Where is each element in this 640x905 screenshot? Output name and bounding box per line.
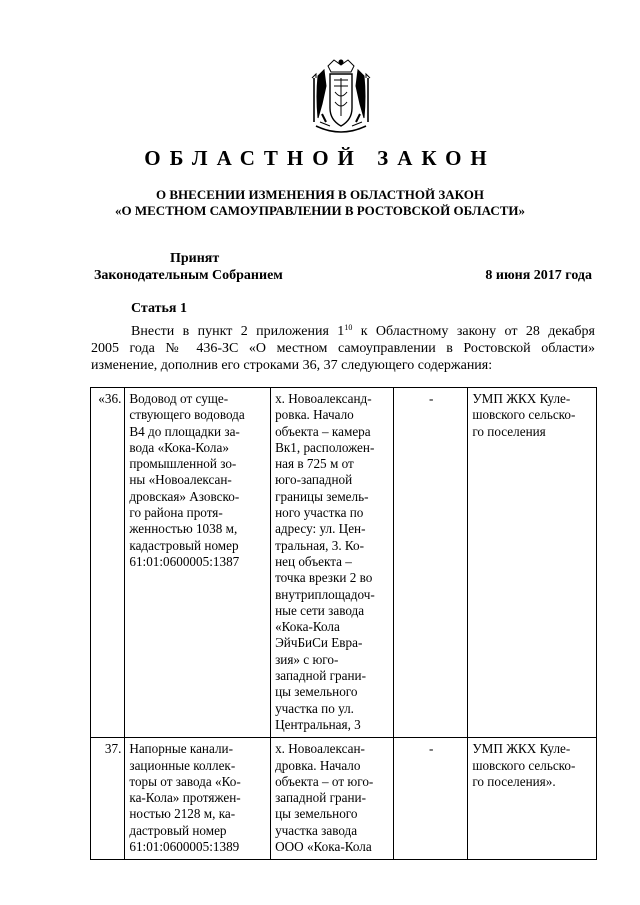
law-subtitle-line1: О ВНЕСЕНИИ ИЗМЕНЕНИЯ В ОБЛАСТНОЙ ЗАКОН xyxy=(156,187,484,202)
cell-line: ностью 2128 м, ка- xyxy=(129,806,236,822)
empty-mark: - xyxy=(394,738,468,860)
cell-line: 61:01:0600005:1389 xyxy=(129,839,240,855)
cell-line: объекта – камера xyxy=(275,423,371,439)
cell-line: дровка. Начало xyxy=(275,757,361,773)
cell-line: объекта – от юго- xyxy=(275,773,374,789)
cell-line: зационные коллек- xyxy=(129,757,236,773)
cell-line: адресу: ул. Цен- xyxy=(275,521,366,537)
object-owner xyxy=(468,388,597,738)
cell-line: х. Новоалексан- xyxy=(275,741,365,757)
adopted-label: Принят xyxy=(170,251,220,266)
cell-line: х. Новоалександ- xyxy=(275,391,372,406)
cell-line: В4 до площадки за- xyxy=(129,423,240,439)
object-location xyxy=(271,388,394,738)
cell-line: го поселения xyxy=(472,423,546,439)
empty-mark: - xyxy=(394,388,468,738)
coat-of-arms-emblem xyxy=(306,56,376,138)
cell-line: Центральная, 3 xyxy=(275,716,361,732)
cell-line: цы земельного xyxy=(275,806,358,822)
cell-line: Вк1, расположен- xyxy=(275,439,375,455)
cell-line: промышленной зо- xyxy=(129,456,237,472)
cell-line: дровская» Азовско- xyxy=(129,488,240,504)
article-text-line2: 2005 года № 436-ЗС «О местном самоуправлении в Ростовской области» xyxy=(91,341,595,356)
cell-line: женностью 1038 м, xyxy=(129,521,238,537)
cell-line: вода «Кока-Кола» xyxy=(129,439,229,455)
cell-line: УМП ЖКХ Куле- xyxy=(472,391,571,406)
cell-line: участка завода xyxy=(275,822,358,838)
cell-line: торы от завода «Ко- xyxy=(129,773,241,789)
cell-line: го района протя- xyxy=(129,505,223,521)
article-heading: Статья 1 xyxy=(131,301,187,316)
cell-line: Водовод от суще- xyxy=(129,391,229,406)
cell-line: шовского сельско- xyxy=(472,757,576,773)
cell-line: границы земель- xyxy=(275,488,369,504)
cell-line: нец объекта – xyxy=(275,553,352,569)
cell-line: ного участка по xyxy=(275,505,364,521)
cell-line: цы земельного xyxy=(275,684,358,700)
cell-line: Напорные канали- xyxy=(129,741,233,757)
object-description xyxy=(125,388,271,738)
cell-line: УМП ЖКХ Куле- xyxy=(472,741,571,757)
cell-line: внутриплощадоч- xyxy=(275,586,375,602)
cell-line: зия» с юго- xyxy=(275,651,339,667)
cell-line: точка врезки 2 во xyxy=(275,570,373,586)
object-owner xyxy=(468,738,597,860)
law-subtitle-line2: «О МЕСТНОМ САМОУПРАВЛЕНИИ В РОСТОВСКОЙ ОБЛАСТИ» xyxy=(115,203,525,218)
cell-line: 61:01:0600005:1387 xyxy=(129,553,240,569)
object-location xyxy=(271,738,394,860)
cell-line: ООО «Кока-Кола xyxy=(275,839,372,855)
row-number: 37. xyxy=(91,738,125,860)
cell-line: дастровый номер xyxy=(129,822,227,838)
cell-line: ЭйчБиСи Евра- xyxy=(275,635,363,651)
cell-line: ствующего водовода xyxy=(129,407,245,423)
table-row xyxy=(91,738,597,860)
cell-line: «Кока-Кола xyxy=(275,619,340,635)
cell-line: ровка. Начало xyxy=(275,407,354,423)
table-row xyxy=(91,388,597,738)
article-text-line3: изменение, дополнив его строками 36, 37 следующего содержания: xyxy=(91,358,493,373)
cell-line: участка по ул. xyxy=(275,700,354,716)
cell-line: кадастровый номер xyxy=(129,537,239,553)
cell-line: ка-Кола» протяжен- xyxy=(129,790,241,806)
cell-line: ные сети завода xyxy=(275,602,365,618)
cell-line: ная в 725 м от xyxy=(275,456,354,472)
cell-line: шовского сельско- xyxy=(472,407,576,423)
article-text-line1: Внести в пункт 2 приложения $1^{10}$ к Областному закону от 28 декабря xyxy=(131,323,595,339)
law-title: ОБЛАСТНОЙ ЗАКОН xyxy=(144,146,496,170)
cell-line: юго-западной xyxy=(275,472,353,488)
row-number: «36. xyxy=(91,388,125,738)
amendment-table xyxy=(90,387,597,860)
object-description xyxy=(125,738,271,860)
adopted-by: Законодательным Собранием xyxy=(94,268,283,283)
adoption-date: 8 июня 2017 года xyxy=(485,268,592,283)
cell-line: западной грани- xyxy=(275,790,366,806)
cell-line: го поселения». xyxy=(472,773,556,789)
cell-line: ны «Новоалексан- xyxy=(129,472,232,488)
cell-line: западной грани- xyxy=(275,668,366,684)
cell-line: тральная, 3. Ко- xyxy=(275,537,365,553)
